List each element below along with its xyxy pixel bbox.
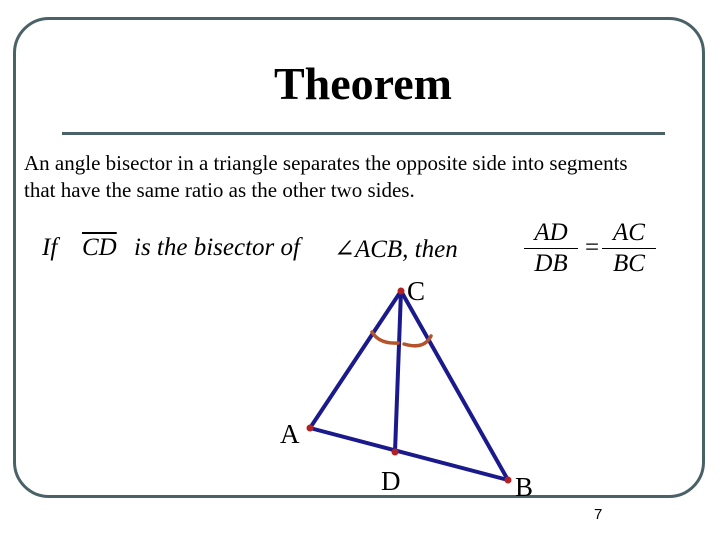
vertex-label-a: A [280, 419, 300, 449]
point-d-dot [392, 449, 399, 456]
vertex-label-c: C [407, 276, 426, 306]
fraction-denominator-db: DB [534, 250, 568, 277]
formula-equals: = [585, 234, 600, 261]
page-number: 7 [594, 506, 603, 523]
bisector-cd [395, 291, 401, 452]
formula-segment-cd: $\overline{CD}$ [82, 234, 117, 261]
formula-angle: ∠ACB, then [334, 236, 458, 263]
fraction-denominator-bc: BC [613, 250, 645, 277]
slide-title: Theorem [273, 58, 452, 109]
formula-bisector-text: is the bisector of [134, 234, 300, 261]
vertex-c-dot [398, 288, 405, 295]
vertex-a-dot [307, 425, 314, 432]
fraction-numerator-ac: AC [613, 219, 645, 246]
side-ab [310, 428, 508, 480]
angle-arc-left [372, 332, 398, 343]
point-label-d: D [381, 466, 401, 496]
formula-if: If [42, 234, 58, 261]
theorem-statement: An angle bisector in a triangle separates the opposite side into segments that have the same ratio as the other two sides. [24, 151, 628, 202]
vertex-b-dot [505, 477, 512, 484]
fraction-numerator-ad: AD [534, 219, 568, 246]
side-cb [401, 291, 508, 480]
side-ac [310, 291, 401, 428]
vertex-label-b: B [515, 472, 534, 502]
